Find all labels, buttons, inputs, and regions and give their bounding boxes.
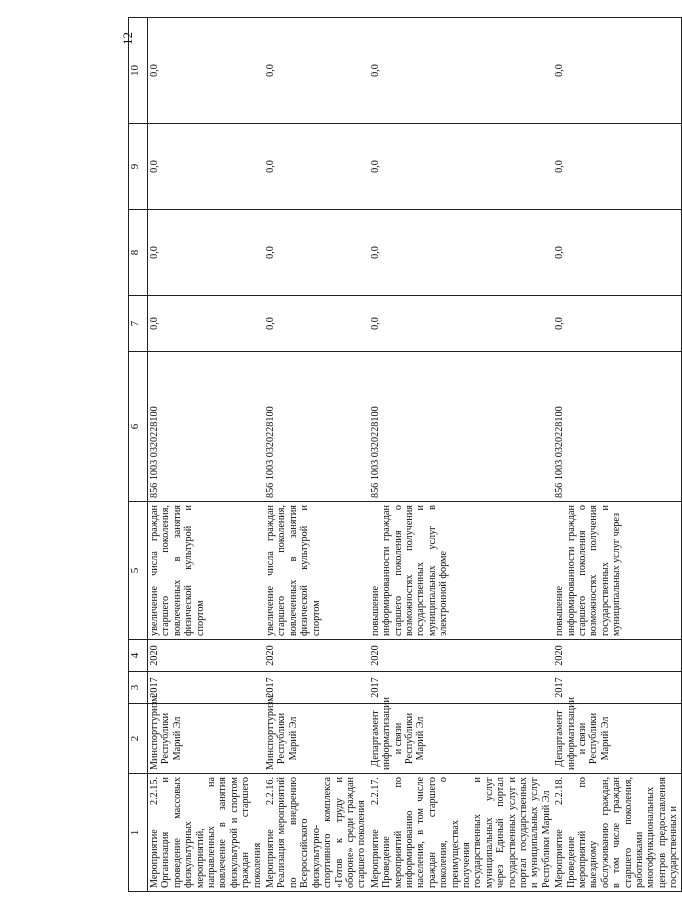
value-cell: 0,0 [264, 124, 369, 210]
header-cell: 3 [129, 672, 148, 704]
activity-cell: Мероприятие 2.2.17. Проведение мероприятий по информированию населения, в том числе граждан старшего поколения, о преимуществах получения государственных и муниципальных услуг через Единый портал государственных услуг и портал государственных и муниципальных услуг Республики Марий Эл [369, 774, 554, 892]
value-cell: 0,0 [369, 18, 554, 124]
budget-code-cell: 856 1003 0320228100 [369, 352, 554, 502]
activity-cell: Мероприятие 2.2.15. Организация и проведение массовых физкультурных мероприятий, направленных на вовлечение в занятия физкультурой и спортом граждан старшего поколения [148, 774, 265, 892]
end-year-cell: 2020 [553, 640, 681, 672]
end-year-cell: 2020 [369, 640, 554, 672]
table-row [264, 18, 369, 892]
executor-cell: Департамент информатизации и связи Республики Марий Эл [553, 704, 681, 774]
result-cell: увеличение числа граждан старшего поколения, вовлеченных в занятия физической культурой и спортом [264, 502, 369, 640]
end-year-cell: 2020 [148, 640, 265, 672]
value-cell: 0,0 [369, 210, 554, 296]
value-cell: 0,0 [369, 124, 554, 210]
executor-cell: Департамент информатизации и связи Республики Марий Эл [369, 704, 554, 774]
value-cell: 0,0 [553, 210, 681, 296]
table-header-row [129, 18, 148, 892]
header-cell: 6 [129, 352, 148, 502]
page-number: 12 [120, 32, 135, 45]
header-cell: 10 [129, 18, 148, 124]
value-cell: 0,0 [553, 18, 681, 124]
table-row [369, 18, 554, 892]
value-cell: 0,0 [264, 210, 369, 296]
header-cell: 2 [129, 704, 148, 774]
activity-cell: Мероприятие 2.2.16. Реализация мероприятий по внедрению Всероссийского физкультурно-спортивного комплекса «Готов к труду и обороне» среди граждан старшего поколения [264, 774, 369, 892]
value-cell: 0,0 [264, 18, 369, 124]
header-cell: 1 [129, 774, 148, 892]
result-cell: повышение информированности граждан старшего поколения о возможностях получения государственных и муниципальных услуг в электронной форме [369, 502, 554, 640]
rotated-table-sheet [128, 18, 680, 892]
header-cell: 8 [129, 210, 148, 296]
activity-cell: Мероприятие 2.2.18. Проведение мероприятий по выездному обслуживанию граждан, в том числе граждан старшего поколения, работниками многофункциональных центров предоставления государственных и [553, 774, 681, 892]
value-cell: 0,0 [148, 124, 265, 210]
value-cell: 0,0 [148, 210, 265, 296]
header-cell: 7 [129, 296, 148, 352]
result-cell: увеличение числа граждан старшего поколения, вовлеченных в занятия физической культурой и спортом [148, 502, 265, 640]
start-year-cell: 2017 [148, 672, 265, 704]
value-cell: 0,0 [264, 296, 369, 352]
start-year-cell: 2017 [264, 672, 369, 704]
start-year-cell: 2017 [553, 672, 681, 704]
value-cell: 0,0 [148, 18, 265, 124]
header-cell: 9 [129, 124, 148, 210]
start-year-cell: 2017 [369, 672, 554, 704]
budget-code-cell: 856 1003 0320228100 [553, 352, 681, 502]
executor-cell: Минспорттуризм Республики Марий Эл [148, 704, 265, 774]
budget-code-cell: 856 1003 0320228100 [264, 352, 369, 502]
activities-table [128, 17, 682, 892]
header-cell: 5 [129, 502, 148, 640]
value-cell: 0,0 [553, 296, 681, 352]
value-cell: 0,0 [369, 296, 554, 352]
executor-cell: Минспорттуризм Республики Марий Эл [264, 704, 369, 774]
table-row [553, 18, 681, 892]
result-cell: повышение информированности граждан старшего поколения о возможностях получения государственных и муниципальных услуг через [553, 502, 681, 640]
value-cell: 0,0 [553, 124, 681, 210]
table-row [148, 18, 265, 892]
value-cell: 0,0 [148, 296, 265, 352]
budget-code-cell: 856 1003 0320228100 [148, 352, 265, 502]
end-year-cell: 2020 [264, 640, 369, 672]
header-cell: 4 [129, 640, 148, 672]
